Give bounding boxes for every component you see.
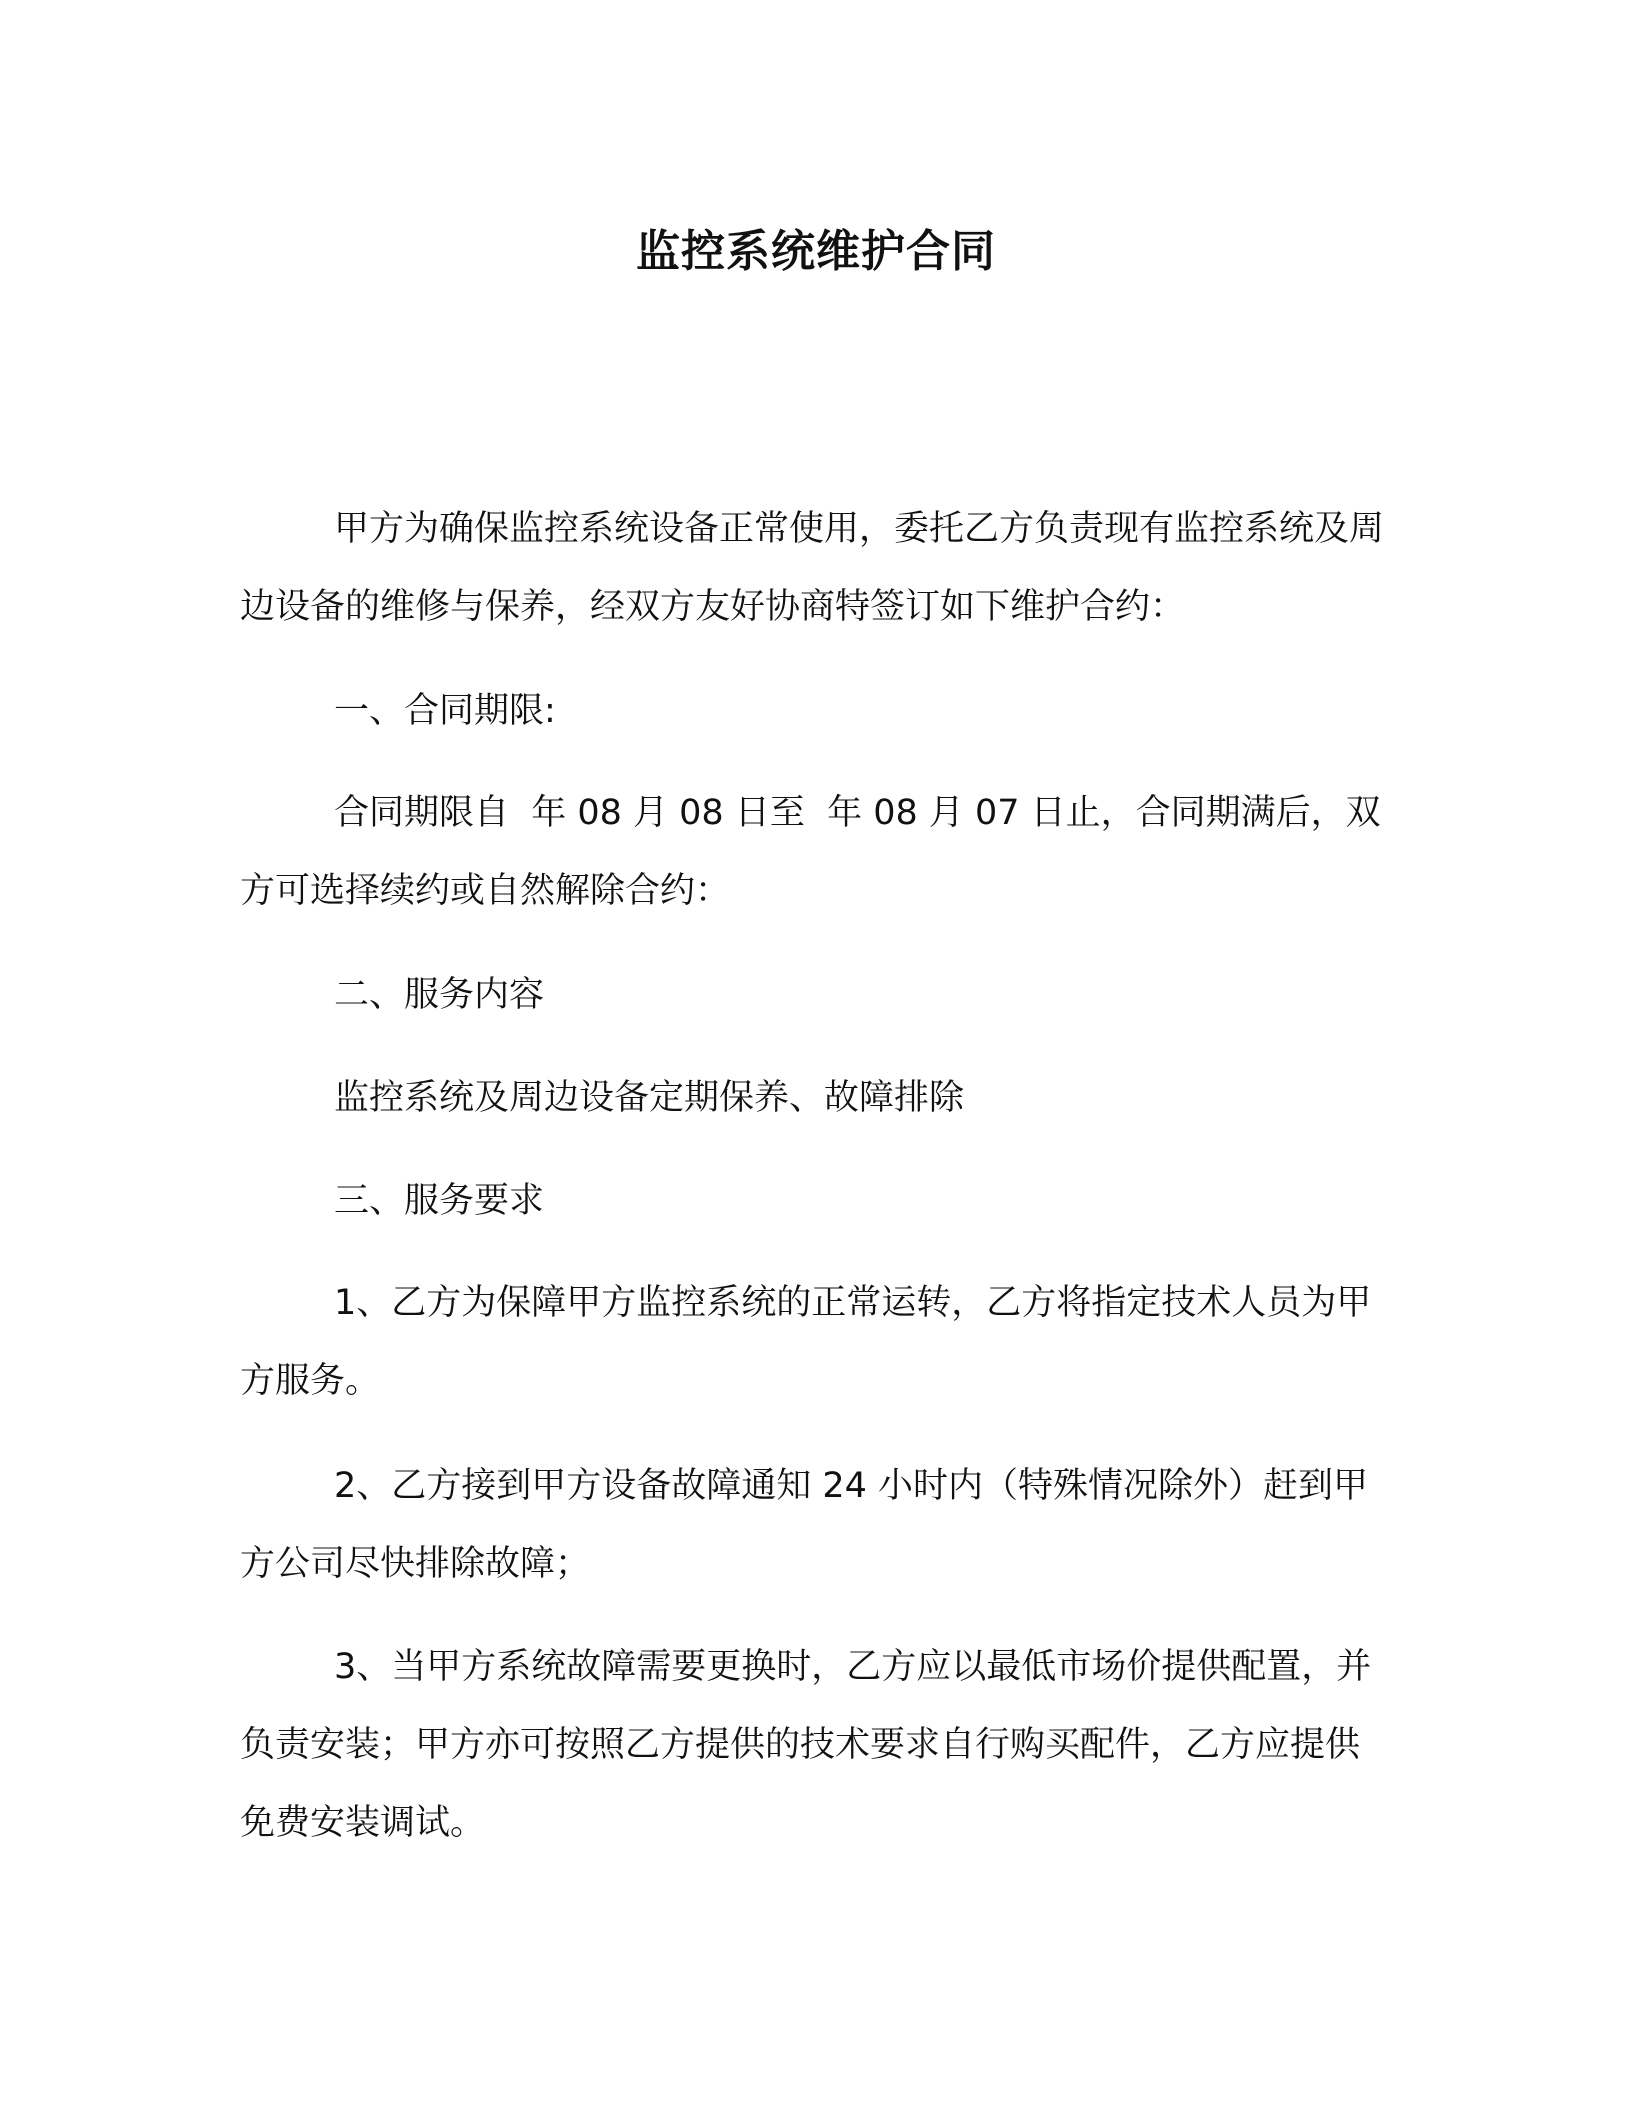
section-heading-service-content: 二、服务内容 [334, 975, 545, 1015]
intro-paragraph: 甲方为确保监控系统设备正常使用，委托乙方负责现有监控系统及周边设备的维修与保养，经双方友好协商特签订如下维护合约： [240, 509, 1385, 627]
section-heading-service-requirements: 三、服务要求 [334, 1181, 545, 1221]
requirement-item-1: 1、乙方为保障甲方监控系统的正常运转，乙方将指定技术人员为甲方服务。 [240, 1283, 1372, 1401]
section-heading-term: 一、合同期限: [334, 691, 556, 731]
requirement-item-2: 2、乙方接到甲方设备故障通知 24 小时内（特殊情况除外）赶到甲方公司尽快排除故障； [240, 1466, 1369, 1584]
document-title: 监控系统维护合同 [636, 226, 996, 277]
requirement-item-3: 3、当甲方系统故障需要更换时，乙方应以最低市场价提供配置，并负责安装；甲方亦可按照乙方提供的技术要求自行购买配件，乙方应提供免费安装调试。 [240, 1647, 1372, 1843]
term-paragraph: 合同期限自 年 08 月 08 日至 年 08 月 07 日止，合同期满后，双方可选择续约或自然解除合约： [240, 793, 1381, 911]
service-content-paragraph: 监控系统及周边设备定期保养、故障排除 [334, 1078, 965, 1118]
